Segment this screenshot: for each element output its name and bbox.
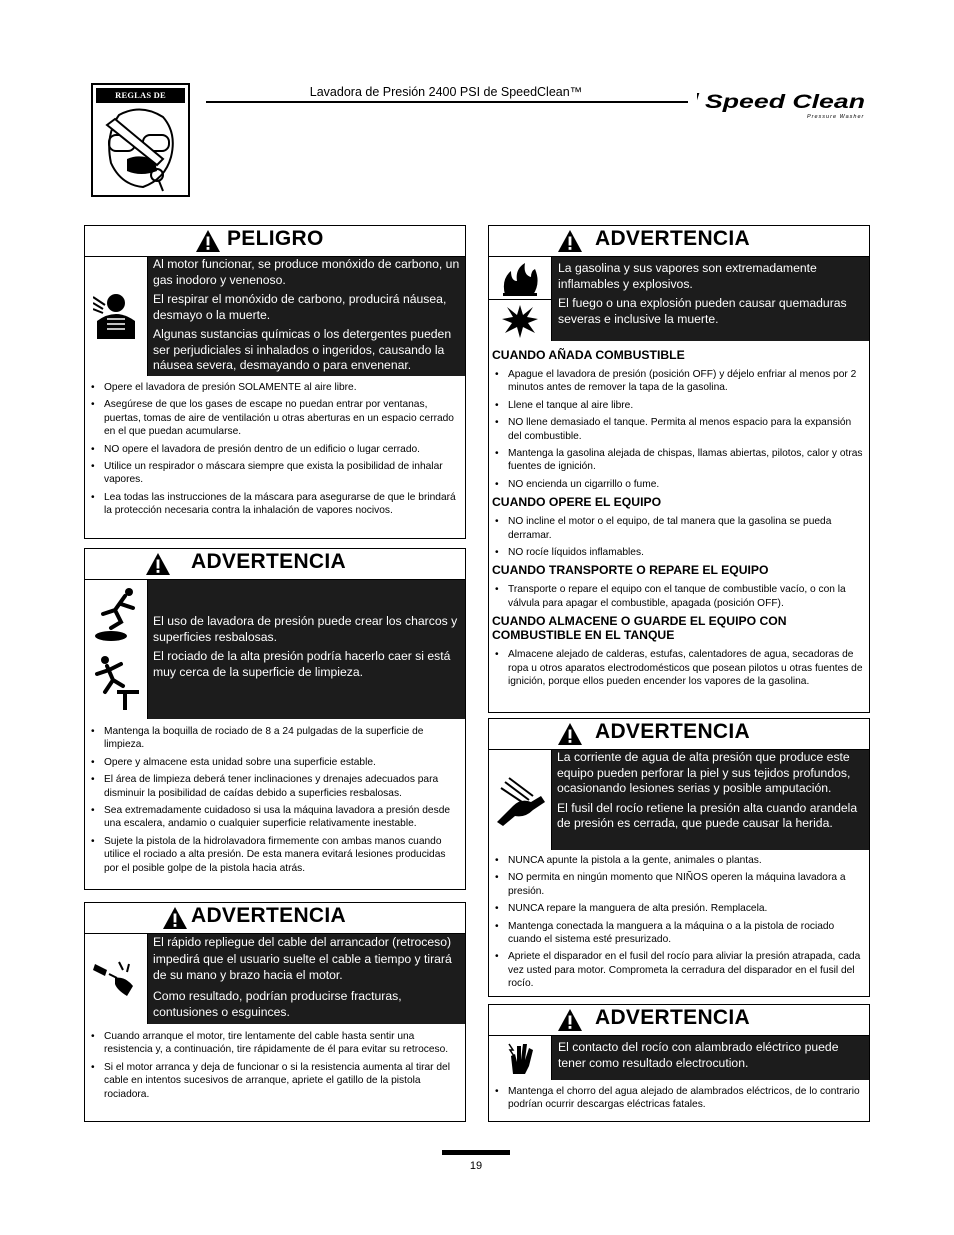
- fuel-hazard-line: La gasolina y sus vapores son extremadamente inflamables y explosivos.: [558, 261, 817, 291]
- electrocuted-hand-icon: [507, 1040, 535, 1076]
- injection-hazard-line: El fusil del rocío retiene la presión alta cuando arandela de presión es cerrada, que puede causar la herida.: [557, 800, 858, 830]
- list-item: • El área de limpieza deberá tener inclinaciones y drenajes adecuados para disminuir la posibilidad de caídas debido a superficies resbalosas.: [88, 773, 463, 800]
- speed-clean-logo-graphic: [697, 88, 872, 128]
- slip-hazard-line: El rociado de la alta presión podría hacerlo caer si está muy cerca de la superficie de limpieza.: [153, 649, 451, 679]
- warning-box-fuel: [488, 225, 870, 713]
- fire-explosion-pictogram: [489, 257, 552, 341]
- section-heading: CUANDO AÑADA COMBUSTIBLE: [492, 348, 685, 362]
- warning-box-header: [489, 719, 869, 750]
- slip-hazard-pictogram: [85, 580, 148, 719]
- list-item: • Apriete el disparador en el fusil del rocío para aliviar la presión atrapada, cada vez usted para motor. Comprometa la cerradura del disparador en el fusil del rocío.: [492, 950, 867, 990]
- danger-box-carbon-monoxide: [84, 225, 466, 539]
- warning-box-starter-recoil: [84, 902, 466, 1122]
- list-item: • NO rocíe líquidos inflamables.: [492, 546, 867, 559]
- warning-box-header: [489, 1005, 869, 1036]
- list-item: • Mantenga la gasolina alejada de chispas, llamas abiertas, pilotos, calor y otras fuentes de ignición.: [492, 447, 867, 474]
- fuel-hazard-line: El fuego o una explosión pueden causar quemaduras severas e inclusive la muerte.: [558, 296, 847, 326]
- header-title: Lavadora de Presión 2400 PSI de SpeedClean™: [309, 85, 583, 99]
- fire-icon: [501, 261, 539, 297]
- list-item: • NO permita en ningún momento que NIÑOS operen la máquina lavadora a presión.: [492, 871, 867, 898]
- goggles-mask-face-icon: [97, 105, 186, 193]
- warning-title: ADVERTENCIA: [595, 1006, 750, 1029]
- explosion-icon: [501, 303, 539, 339]
- falling-person-icon: [93, 652, 141, 712]
- warning-triangle-icon: [145, 552, 171, 576]
- slip-hazard-line: El uso de lavadora de presión puede crear los charcos y superficies resbalosas.: [153, 614, 458, 644]
- recoil-hazard-line: El rápido repliegue del cable del arrancador (retroceso) impedirá que el usuario suelte el cable a tiempo y tirará de su mano y brazo hacia el motor.: [153, 935, 452, 982]
- section-heading: CUANDO TRANSPORTE O REPARE EL EQUIPO: [492, 563, 769, 578]
- section-heading: CUANDO OPERE EL EQUIPO: [492, 495, 662, 510]
- list-item: • Lea todas las instrucciones de la máscara para asegurarse de que le brindará la protección necesaria contra la inhalación de vapores nocivos.: [88, 491, 463, 518]
- electrocution-hazard-text: [552, 1036, 869, 1080]
- recoil-bullet-list: [88, 1030, 463, 1105]
- warning-box-slip-hazard: [84, 548, 466, 890]
- warning-triangle-icon: [195, 229, 221, 253]
- safety-logo-label: REGLAS DE SEGURIDAD: [96, 88, 185, 103]
- electrocution-bullet-list: [492, 1085, 867, 1116]
- warning-box-header: [489, 226, 869, 257]
- electrocution-pictogram: [489, 1036, 552, 1080]
- injection-hazard-text: [552, 750, 869, 850]
- list-item: • Sea extremadamente cuidadoso si usa la máquina lavadora a presión desde una escalera, andamio o cualquier superficie relativamente inestable.: [88, 804, 463, 831]
- injection-bullet-list: [492, 854, 867, 995]
- list-item: • NO opere el lavadora de presión dentro de un edificio o lugar cerrado.: [88, 443, 463, 456]
- list-item: • NO encienda un cigarrillo o fume.: [492, 478, 867, 491]
- brand-subtitle: Pressure Washer: [807, 114, 865, 120]
- danger-bullet-list: [88, 381, 463, 522]
- safety-rules-logo: [91, 83, 190, 197]
- list-item: • Apague el lavadora de presión (posición OFF) y déjelo enfriar al menos por 2 minutos antes de remover la tapa de la gasolina.: [492, 368, 867, 395]
- section-heading: CUANDO ALMACENE O GUARDE EL EQUIPO CON COMBUSTIBLE EN EL TANQUE: [492, 614, 787, 643]
- list-item: • Si el motor arranca y deja de funcionar o si la resistencia aumenta al tirar del cable en intentos sucesivos de arranque, apriete el gatillo de la pistola rociadora.: [88, 1061, 463, 1101]
- pictogram-divider: [489, 299, 552, 300]
- list-item: • NUNCA repare la manguera de alta presión. Remplacela.: [492, 902, 867, 915]
- warning-triangle-icon: [557, 229, 583, 253]
- toxic-fumes-pictogram: [85, 257, 148, 376]
- warning-title: ADVERTENCIA: [595, 227, 750, 250]
- list-item: • Mantenga conectada la manguera a la máquina o a la pistola de rociado cuando el sistema esté presurizado.: [492, 920, 867, 947]
- warning-box-header: [85, 903, 465, 934]
- list-item: • Transporte o repare el equipo con el tanque de combustible vacío, o con la válvula para apagar el combustible, apagada (posición OFF).: [492, 583, 867, 610]
- brand-name: Speed Clean: [705, 92, 865, 113]
- recoil-hand-icon: [93, 956, 141, 1000]
- list-item: • Sujete la pistola de la hidrolavadora firmemente con ambas manos cuando utilice el rociado a alta presión. De esta manera evitará lesiones producidas por el posible golpe de la pistola hacia atrás.: [88, 835, 463, 875]
- toxic-fumes-icon: [93, 291, 139, 341]
- list-item: • NO llene demasiado el tanque. Permita al menos espacio para la expansión del combustible.: [492, 416, 867, 443]
- danger-title: PELIGRO: [227, 227, 324, 250]
- fuel-bullet-list: [492, 368, 867, 491]
- warning-title: ADVERTENCIA: [191, 904, 346, 927]
- recoil-hazard-text: [148, 934, 465, 1024]
- recoil-hazard-line: Como resultado, podrían producirse fracturas, contusiones o esguinces.: [153, 988, 402, 1019]
- injection-hazard-line: La corriente de agua de alta presión que produce este equipo pueden perforar la piel y sus tejidos profundos, ocasionando lesiones serias y posible amputación.: [557, 750, 851, 795]
- warning-title: ADVERTENCIA: [595, 720, 750, 743]
- storage-bullet-list: [492, 648, 867, 688]
- list-item: • NO incline el motor o el equipo, de tal manera que la gasolina se pueda derramar.: [492, 515, 867, 542]
- list-item: • Almacene alejado de calderas, estufas, calentadores de agua, secadoras de ropa u otros aparatos electrodomésticos que posean pilotos u otras fuentes de ignición, porque ellos pueden encender los vapores de la gasolina.: [492, 648, 867, 688]
- warning-triangle-icon: [557, 1008, 583, 1032]
- electrocution-hazard-line: El contacto del rocío con alambrado eléctrico puede tener como resultado electrocution.: [558, 1040, 839, 1070]
- operate-bullet-list: [492, 515, 867, 559]
- page-number: 19: [469, 1160, 483, 1172]
- danger-hazard-line: El respirar el monóxido de carbono, producirá náusea, desmayo o la muerte.: [153, 292, 447, 322]
- page-number-bar: [442, 1150, 510, 1155]
- warning-triangle-icon: [557, 722, 583, 746]
- list-item: • Utilice un respirador o máscara siempre que exista la posibilidad de inhalar vapores.: [88, 460, 463, 487]
- transport-bullet-list: [492, 583, 867, 610]
- warning-box-electrocution: [488, 1004, 870, 1122]
- slip-hazard-text: [148, 580, 465, 719]
- warning-box-high-pressure-injection: [488, 718, 870, 997]
- warning-title: ADVERTENCIA: [191, 550, 346, 573]
- list-item: • Opere el lavadora de presión SOLAMENTE al aire libre.: [88, 381, 463, 394]
- danger-hazard-text: [148, 257, 465, 376]
- injection-pictogram: [489, 750, 552, 850]
- list-item: • Mantenga el chorro del agua alejado de alambrados eléctricos, de lo contrario podrían ocurrir descargas eléctricas fatales.: [492, 1085, 867, 1112]
- danger-hazard-line: Al motor funcionar, se produce monóxido de carbono, un gas inodoro y venenoso.: [153, 257, 460, 287]
- list-item: • Opere y almacene esta unidad sobre una superficie estable.: [88, 756, 463, 769]
- danger-hazard-line: Algunas sustancias químicas o los detergentes pueden ser perjudiciales si inhalados o ingeridos, causando la náusea severa, desmayando o para envenenar.: [153, 327, 452, 372]
- list-item: • Asegúrese de que los gases de escape no puedan entrar por ventanas, puertas, tomas de aire de ventilación u otras aberturas en un espacio cerrado en el que puedan acumularse.: [88, 398, 463, 438]
- list-item: • Mantenga la boquilla de rociado de 8 a 24 pulgadas de la superficie de limpieza.: [88, 725, 463, 752]
- warning-box-header: [85, 549, 465, 580]
- list-item: • Cuando arranque el motor, tire lentamente del cable hasta sentir una resistencia y, a continuación, tire rápidamente de él para evitar su retroceso.: [88, 1030, 463, 1057]
- list-item: • NUNCA apunte la pistola a la gente, animales o plantas.: [492, 854, 867, 867]
- speed-clean-logo: [697, 88, 872, 128]
- list-item: • Llene el tanque al aire libre.: [492, 399, 867, 412]
- danger-box-header: [85, 226, 465, 257]
- warning-triangle-icon: [162, 906, 188, 930]
- slipping-person-icon: [91, 584, 143, 644]
- header-divider: [206, 101, 688, 103]
- slip-bullet-list: [88, 725, 463, 879]
- fuel-hazard-text: [552, 257, 869, 341]
- recoil-pictogram: [85, 934, 148, 1024]
- injection-hand-icon: [495, 774, 547, 826]
- fuel-instructions: [492, 346, 867, 693]
